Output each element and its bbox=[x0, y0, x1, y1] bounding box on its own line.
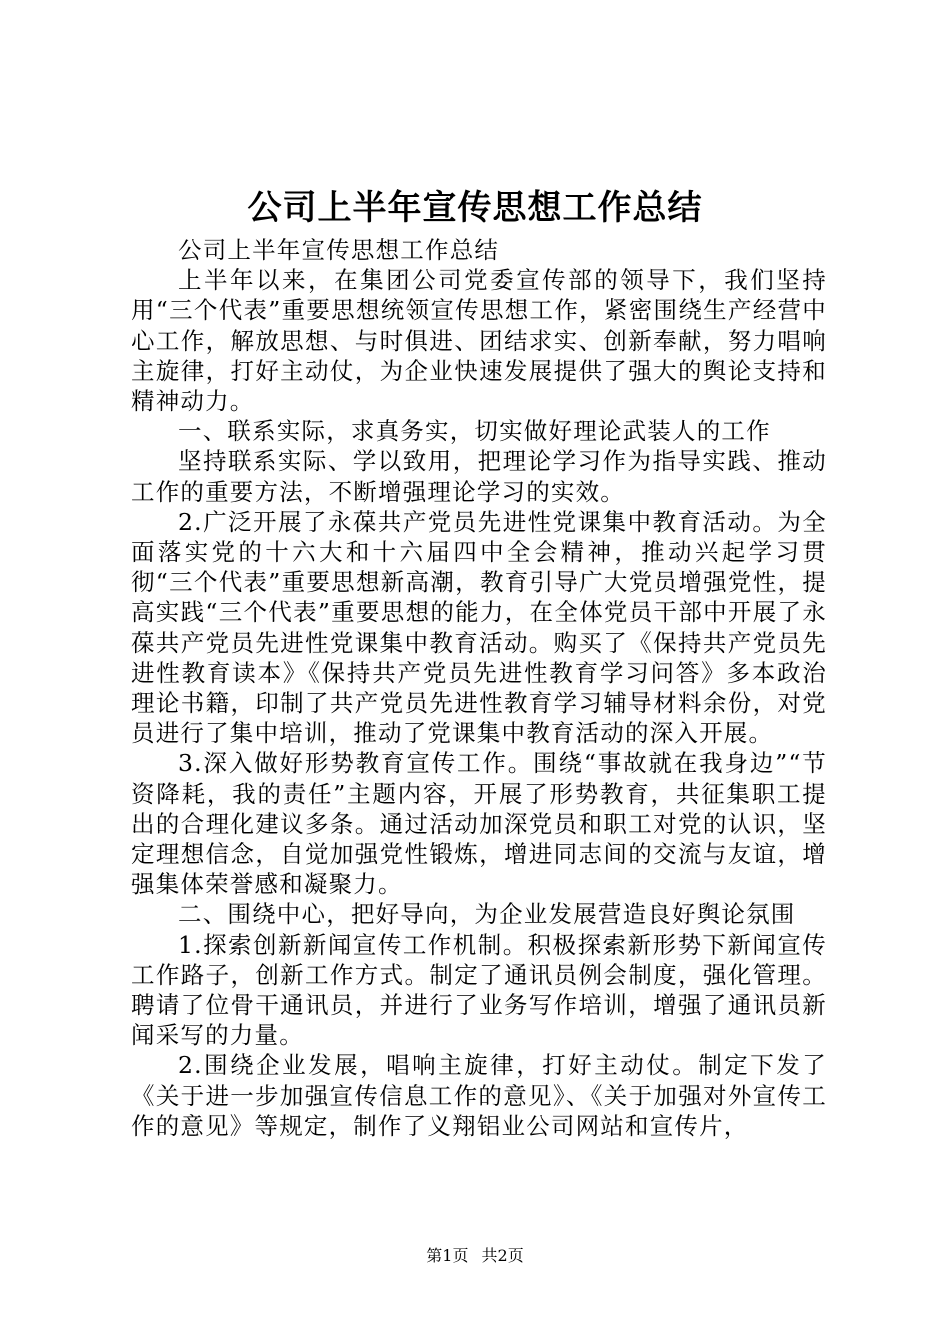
section-heading-2: 二、围绕中心，把好导向，为企业发展营造良好舆论氛围 bbox=[178, 900, 796, 929]
page-footer bbox=[0, 1246, 950, 1266]
paragraph-news-1: 1.探索创新新闻宣传工作机制。积极探索新形势下新闻宣传工作路子，创新工作方式。制定了通讯员例会制度，强化管理。聘请了位骨干通讯员，并进行了业务写作培训，增强了通讯员新闻采写的力量。 bbox=[131, 930, 827, 1050]
paragraph-item-3: 3.深入做好形势教育宣传工作。围绕“事故就在我身边”“节资降耗，我的责任”主题内容，开展了形势教育，共征集职工提出的合理化建议多条。通过活动加深党员和职工对党的认识，坚定理想信念，自觉加强党性锻炼，增进同志间的交流与友谊，增强集体荣誉感和凝聚力。 bbox=[131, 749, 827, 899]
paragraph-news-2: 2.围绕企业发展，唱响主旋律，打好主动仗。制定下发了《关于进一步加强宣传信息工作的意见》、《关于加强对外宣传工作的意见》等规定，制作了义翔铝业公司网站和宣传片， bbox=[131, 1051, 827, 1140]
page-number: 第1页 bbox=[426, 1246, 469, 1265]
paragraph-intro: 上半年以来，在集团公司党委宣传部的领导下，我们坚持用“三个代表”重要思想统领宣传思想工作，紧密围绕生产经营中心工作，解放思想、与时俱进、团结求实、创新奉献，努力唱响主旋律，打好主动仗，为企业快速发展提供了强大的舆论支持和精神动力。 bbox=[131, 266, 827, 416]
section-heading-1: 一、联系实际，求真务实，切实做好理论武装人的工作 bbox=[178, 417, 771, 446]
paragraph-theory: 坚持联系实际、学以致用，把理论学习作为指导实践、推动工作的重要方法，不断增强理论学习的实效。 bbox=[131, 447, 827, 506]
document-body bbox=[131, 235, 827, 1141]
page-total: 共2页 bbox=[481, 1246, 524, 1265]
document-subtitle: 公司上半年宣传思想工作总结 bbox=[178, 236, 500, 264]
paragraph-item-2: 2.广泛开展了永葆共产党员先进性党课集中教育活动。为全面落实党的十六大和十六届四中全会精神，推动兴起学习贯彻“三个代表”重要思想新高潮，教育引导广大党员增强党性，提高实践“三个代表”重要思想的能力，在全体党员干部中开展了永葆共产党员先进性党课集中教育活动。购买了《保持共产党员先进性教育读本》《保持共产党员先进性教育学习问答》多本政治理论书籍，印制了共产党员先进性教育学习辅导材料余份，对党员进行了集中培训，推动了党课集中教育活动的深入开展。 bbox=[131, 507, 827, 748]
document-title: 公司上半年宣传思想工作总结 bbox=[247, 188, 703, 228]
